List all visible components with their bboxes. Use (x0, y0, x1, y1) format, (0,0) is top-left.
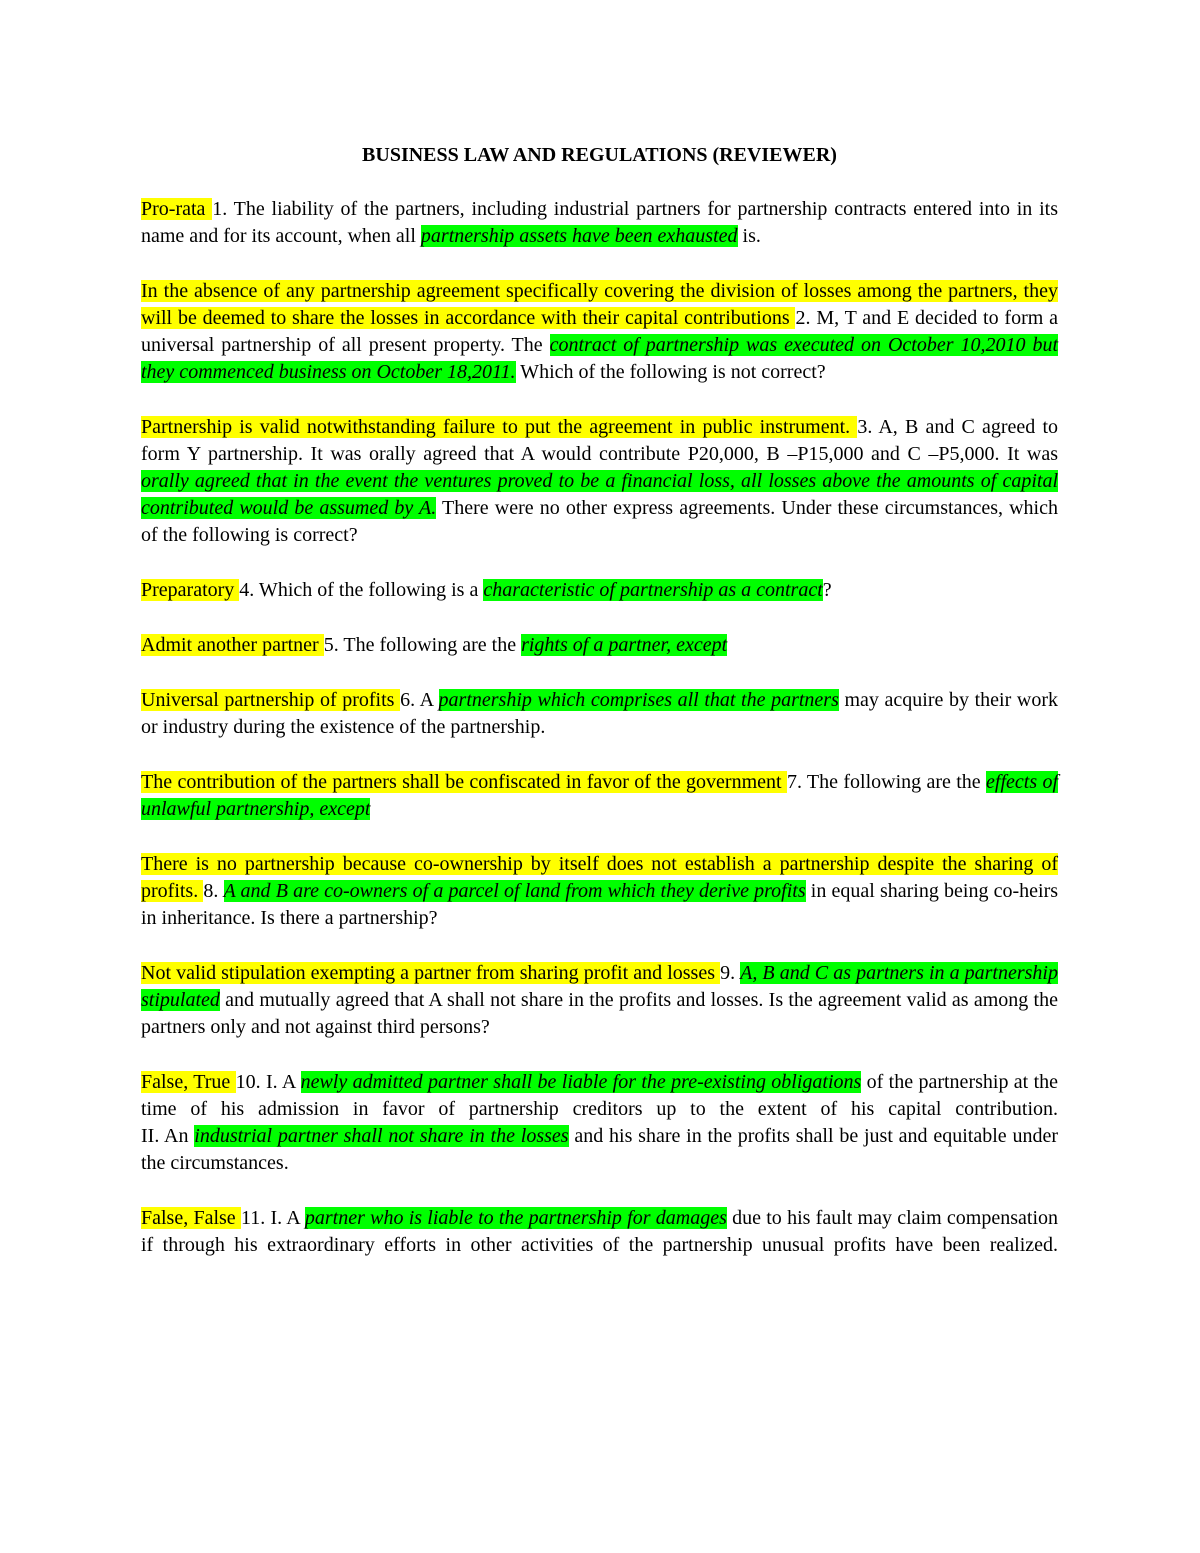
question-item (141, 960, 1058, 1041)
answer-highlight: Admit another partner (141, 634, 324, 656)
question-text: 11. I. A (240, 1207, 305, 1229)
question-text: 9. (720, 962, 741, 984)
key-phrase-highlight: industrial partner shall not share in the losses (194, 1125, 569, 1147)
answer-highlight: Not valid stipulation exempting a partner from sharing profit and losses (141, 962, 721, 984)
question-item (141, 1069, 1058, 1177)
key-phrase-highlight: effects of unlawful partnership, except (141, 771, 1058, 820)
question-text: may acquire by their work or industry during the existence of the partnership. (141, 689, 1058, 738)
key-phrase-highlight: rights of a partner, except (521, 634, 728, 656)
question-item (141, 414, 1058, 549)
question-item (141, 687, 1058, 741)
key-phrase-highlight: A, B and C as partners in a partnership stipulated (141, 962, 1058, 1011)
answer-highlight: False, False (141, 1207, 241, 1229)
key-phrase-highlight: partnership which comprises all that the partners (438, 689, 839, 711)
key-phrase-highlight: characteristic of partnership as a contract (483, 579, 823, 601)
question-text: and mutually agreed that A shall not share in the profits and losses. Is the agreement valid as among the partners only and not against third persons? (141, 989, 1058, 1038)
question-text: of the partnership at the time of his admission in favor of partnership creditors up to the extent of his capital contribution. (141, 1071, 1059, 1120)
question-text: Which of the following is not correct? (515, 361, 826, 383)
question-text: due to his fault may claim compensation if through his extraordinary efforts in other activities of the partnership unusual profits have been realized. (141, 1207, 1059, 1256)
key-phrase-highlight: partnership assets have been exhausted (420, 225, 738, 247)
question-text: 10. I. A (235, 1071, 301, 1093)
question-text: 6. A (400, 689, 439, 711)
key-phrase-highlight: orally agreed that in the event the ventures proved to be a financial loss, all losses above the amounts of capital contributed would be assumed by A. (141, 470, 1058, 519)
answer-highlight: Preparatory (141, 579, 240, 601)
question-text: 3. A, B and C agreed to form Y partnership. It was orally agreed that A would contribute P20,000, B –P15,000 and C –P5,000. It was (141, 416, 1058, 465)
answer-highlight: In the absence of any partnership agreement specifically covering the division of losses among the partners, they will be deemed to share the losses in accordance with their capital contributions (141, 280, 1058, 329)
question-text: 2. M, T and E decided to form a universal partnership of all present property. The (141, 307, 1058, 356)
question-text: There were no other express agreements. Under these circumstances, which of the following is correct? (141, 497, 1058, 546)
question-text: and his share in the profits shall be just and equitable under the circumstances. (141, 1125, 1058, 1174)
question-text: 5. The following are the (323, 634, 522, 656)
answer-highlight: The contribution of the partners shall be confiscated in favor of the government (141, 771, 787, 793)
question-text: in equal sharing being co-heirs in inheritance. Is there a partnership? (141, 880, 1059, 929)
question-text: 1. The liability of the partners, including industrial partners for partnership contracts entered into in its name and for its account, when all (141, 198, 1058, 247)
question-item (141, 577, 1058, 604)
key-phrase-highlight: A and B are co-owners of a parcel of land from which they derive profits (223, 880, 806, 902)
question-item (141, 196, 1058, 250)
question-text: 7. The following are the (786, 771, 987, 793)
document-page (141, 140, 1058, 1287)
question-item (141, 851, 1058, 932)
key-phrase-highlight: contract of partnership was executed on October 10,2010 but they commenced business on October 18,2011. (141, 334, 1058, 383)
document-title: BUSINESS LAW AND REGULATIONS (REVIEWER) (362, 144, 837, 166)
question-text: II. An (141, 1125, 195, 1147)
question-statement-1 (141, 1069, 1058, 1123)
question-item (141, 769, 1058, 823)
answer-highlight: Partnership is valid notwithstanding failure to put the agreement in public instrument. (141, 416, 858, 438)
question-item (141, 278, 1058, 386)
question-statement-2 (141, 1123, 1058, 1177)
answer-highlight: There is no partnership because co-ownership by itself does not establish a partnership despite the sharing of profits. (141, 853, 1058, 902)
answer-highlight: False, True (141, 1071, 236, 1093)
question-item (141, 632, 1058, 659)
answer-highlight: Universal partnership of profits (141, 689, 401, 711)
question-text: ? (822, 579, 832, 601)
question-text: is. (737, 225, 761, 247)
key-phrase-highlight: partner who is liable to the partnership for damages (304, 1207, 727, 1229)
answer-highlight: Pro-rata (141, 198, 213, 220)
question-text: 8. (203, 880, 224, 902)
question-text: 4. Which of the following is a (239, 579, 484, 601)
key-phrase-highlight: newly admitted partner shall be liable for the pre-existing obligations (300, 1071, 862, 1093)
question-item (141, 1205, 1058, 1259)
